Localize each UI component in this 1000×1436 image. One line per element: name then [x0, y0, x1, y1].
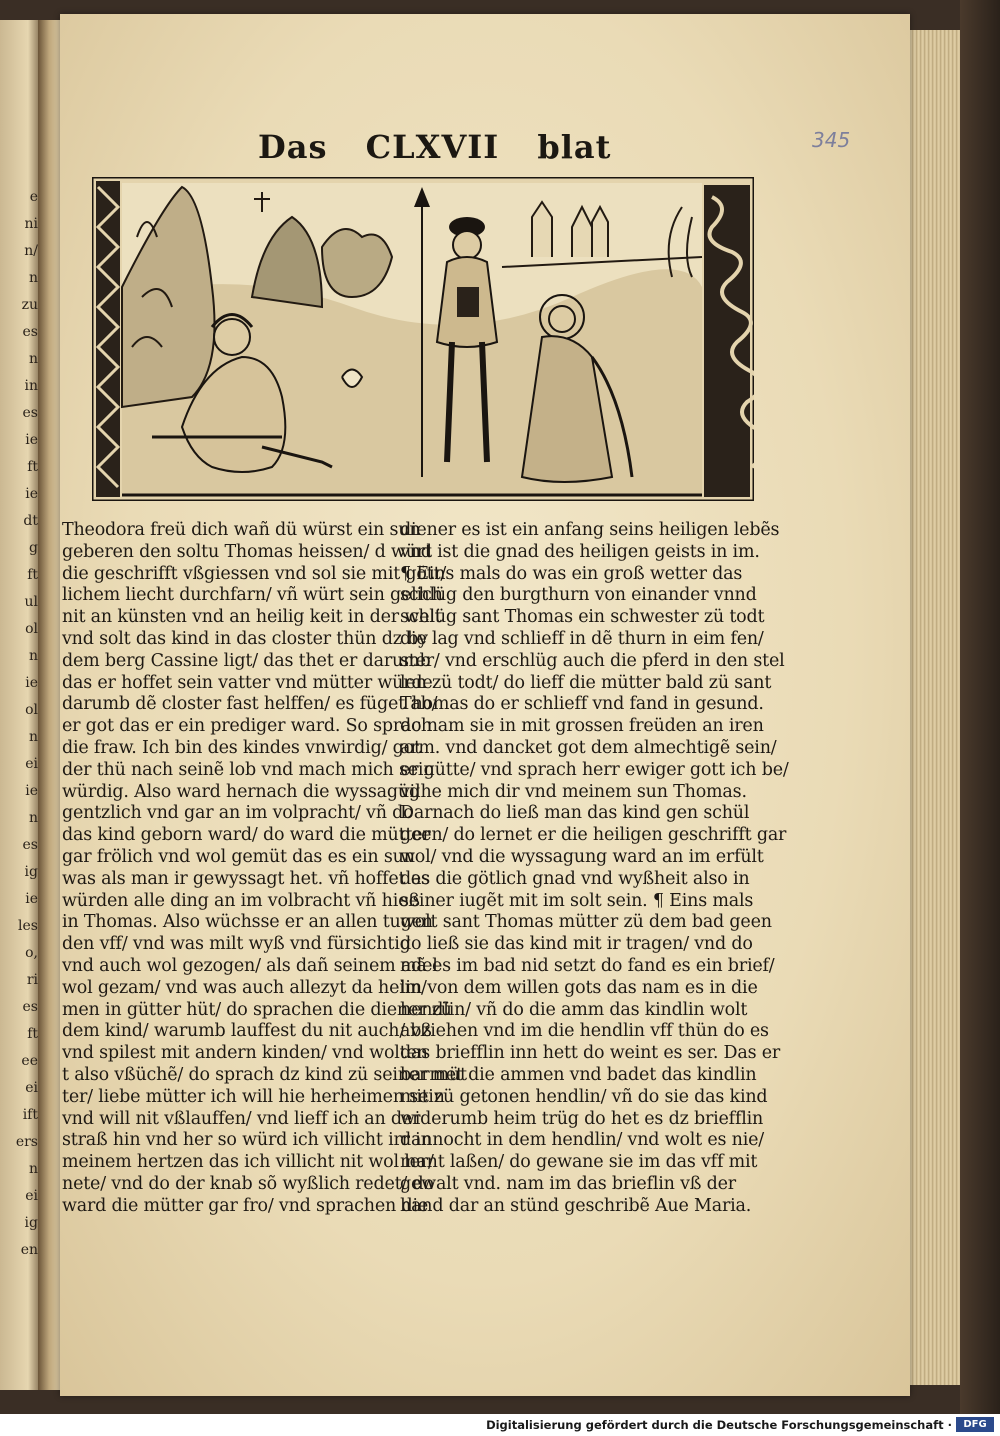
text-line: er gütte/ vnd sprach herr ewiger gott ich be/: [400, 759, 789, 780]
text-line: meinem hertzen das ich villicht nit wol ler/: [62, 1152, 434, 1173]
text-line: wolt sant Thomas mütter zü dem bad geen: [400, 912, 772, 933]
left-page-fragment: es: [22, 405, 38, 421]
left-page-fragment: dt: [23, 513, 38, 529]
text-line: nit an künsten vnd an heilig keit in der welt: [62, 607, 442, 628]
text-line: würdig. Also ward hernach die wyssagüg: [62, 781, 420, 802]
text-column-right: [400, 520, 789, 1218]
left-page-fragment: n: [28, 351, 38, 367]
left-page-fragment: n: [28, 729, 38, 745]
text-line: mã es im bad nid setzt do fand es ein brief/: [400, 955, 775, 976]
left-page-fragment: ft: [27, 459, 38, 475]
text-line: do nam sie in mit grossen freüden an iren: [400, 716, 764, 737]
text-line: straß hin vnd her so würd ich villicht irr in: [62, 1130, 432, 1151]
page-header: [258, 128, 637, 166]
left-page-fragment: ie: [25, 675, 38, 691]
text-line: das er hoffet sein vatter vnd mütter würde: [62, 672, 433, 693]
text-line: gewalt vnd. nam im das brieflin vß der: [400, 1173, 736, 1194]
left-page-fragment: ie: [25, 783, 38, 799]
text-line: nete/ vnd do der knab sõ wyßlich redet/ do: [62, 1173, 434, 1194]
text-line: geberen den soltu Thomas heissen/ d würt: [62, 541, 432, 562]
text-line: wol gezam/ vnd was auch allezyt da heim/: [62, 977, 427, 998]
text-line: die lag vnd schlieff in dẽ thurn in eim fen/: [400, 628, 764, 649]
text-line: er got das er ein prediger ward. So sprach: [62, 716, 432, 737]
border-left-ornament: [96, 181, 120, 497]
text-line: schlüg sant Thomas ein schwester zü todt: [400, 607, 765, 628]
left-page-fragment: ig: [24, 1215, 38, 1231]
digitization-footer: [0, 1414, 1000, 1436]
text-line: vnd will nit vßlauffen/ vnd lieff ich an der: [62, 1108, 421, 1129]
left-page-fragment: ie: [25, 891, 38, 907]
border-right-ornament: [704, 185, 754, 497]
woodcut-illustration: [92, 177, 754, 501]
header-word-blat: blat: [537, 128, 612, 166]
left-page-fragment: ie: [25, 432, 38, 448]
left-page-fragment: zu: [21, 297, 38, 313]
left-page-fragment: g: [29, 540, 38, 556]
left-page-fragment: ri: [26, 972, 38, 988]
text-line: das briefflin inn hett do weint es ser. Das er: [400, 1043, 781, 1064]
text-line: mit zü getonen hendlin/ vñ do sie das kind: [400, 1086, 768, 1107]
text-line: dem berg Cassine ligt/ das thet er darumb: [62, 650, 431, 671]
text-line: würden alle ding an im volbracht vñ hieß: [62, 890, 420, 911]
left-page-fragment: es: [22, 324, 38, 340]
left-page-fragment: ul: [24, 594, 38, 610]
text-line: schlüg den burgthurn von einander vnnd: [400, 585, 757, 606]
text-line: dannocht in dem hendlin/ vnd wolt es nie/: [400, 1130, 764, 1151]
text-line: vilhe mich dir vnd meinem sun Thomas.: [400, 781, 747, 802]
text-line: wol/ vnd die wyssagung ward an im erfült: [400, 846, 764, 867]
folio-number: 345: [812, 128, 851, 152]
left-page-fragment: ol: [25, 621, 38, 637]
left-page-fragment: ei: [25, 1080, 38, 1096]
left-page-fragment: n: [28, 1161, 38, 1177]
text-line: arm. vnd dancket got dem almechtigẽ sein/: [400, 737, 777, 758]
book-cover: [960, 0, 1000, 1414]
header-word-das: Das: [258, 128, 328, 166]
left-page-fragment: ift: [22, 1107, 38, 1123]
text-line: lichem liecht durchfarn/ vñ würt sein gelich: [62, 585, 443, 606]
left-page-fragment: ers: [15, 1134, 38, 1150]
text-line: den vff/ vnd was milt wyß vnd fürsichtig: [62, 934, 411, 955]
text-line: men in gütter hüt/ do sprachen die diener zü: [62, 999, 452, 1020]
text-line: geen/ do lernet er die heiligen geschrifft gar: [400, 825, 787, 846]
text-line: widerumb heim trüg do het es dz briefflin: [400, 1108, 764, 1129]
text-line: dem kind/ warumb lauffest du nit auch/ vß: [62, 1021, 432, 1042]
text-line: diener es ist ein anfang seins heiligen lebẽs: [400, 520, 780, 540]
left-page-fragment: ie: [25, 486, 38, 502]
left-page-fragment: o,: [25, 945, 38, 961]
text-line: das kind geborn ward/ do ward die mütter: [62, 825, 431, 846]
left-page-fragment: es: [22, 837, 38, 853]
left-page-fragment: en: [20, 1242, 38, 1258]
text-line: die fraw. Ich bin des kindes vnwirdig/ got: [62, 737, 421, 758]
text-line: ¶ Eins mals do was ein groß wetter das: [400, 563, 743, 584]
text-line: gentzlich vnd gar an im volpracht/ vñ do: [62, 803, 414, 824]
text-line: darumb dẽ closter fast helffen/ es füget ab/: [62, 694, 438, 715]
text-line: t also vßüchẽ/ do sprach dz kind zü seiner müt: [62, 1064, 467, 1085]
text-line: hand dar an stünd geschribẽ Aue Maria.: [400, 1195, 752, 1216]
text-line: ster/ vnd erschlüg auch die pferd in den stel: [400, 650, 785, 671]
text-line: der thü nach seinẽ lob vnd mach mich sein: [62, 759, 435, 780]
text-line: Thomas do er schlieff vnd fand in gesund.: [400, 694, 764, 715]
page-edges: [905, 30, 965, 1385]
text-line: hendlin/ vñ do die amm das kindlin wolt: [400, 999, 748, 1020]
text-line: vnd solt das kind in das closter thün dz by: [62, 628, 428, 649]
text-line: Theodora freü dich wañ dü würst ein sun: [62, 520, 421, 540]
left-page-fragment: ft: [27, 567, 38, 583]
text-line: barmet die ammen vnd badet das kindlin: [400, 1064, 757, 1085]
left-page-fragment: ig: [24, 864, 38, 880]
text-line: vnd auch wol gezogen/ als dañ seinem adel: [62, 955, 438, 976]
text-line: Darnach do ließ man das kind gen schül: [400, 803, 750, 824]
text-line: das die götlich gnad vnd wyßheit also in: [400, 868, 750, 889]
text-line: mant laßen/ do gewane sie im das vff mit: [400, 1152, 758, 1173]
text-line: ward die mütter gar fro/ vnd sprachen die: [62, 1195, 428, 1216]
left-page-fragment: n: [28, 270, 38, 286]
text-line: vnd ist die gnad des heiligen geists in im.: [400, 541, 760, 562]
text-line: ter/ liebe mütter ich will hie herheimen sein: [62, 1086, 445, 1107]
text-line: was als man ir gewyssagt het. vñ hoffet es: [62, 868, 430, 889]
text-line: do ließ sie das kind mit ir tragen/ vnd do: [400, 934, 753, 955]
left-page-fragment: n: [28, 810, 38, 826]
left-page-fragment: ol: [25, 702, 38, 718]
left-page-fragment: n/: [24, 243, 38, 259]
left-page-fragment: ni: [24, 216, 38, 232]
left-page-fragment: e: [29, 189, 38, 205]
left-page-fragment: in: [24, 378, 38, 394]
dfg-logo[interactable]: DFG: [956, 1417, 994, 1432]
text-line: die geschrifft vßgiessen vnd sol sie mit gött/: [62, 563, 447, 584]
text-line: abziehen vnd im die hendlin vff thün do es: [400, 1021, 769, 1042]
footer-credit[interactable]: Digitalisierung gefördert durch die Deutsche Forschungsgemeinschaft ·: [486, 1418, 952, 1432]
text-line: vnd spilest mit andern kinden/ vnd wolten: [62, 1043, 428, 1064]
left-page-edge: [0, 20, 40, 1390]
text-line: len zü todt/ do lieff die mütter bald zü sant: [400, 672, 772, 693]
left-page-fragment: es: [22, 999, 38, 1015]
left-page-fragment: ei: [25, 1188, 38, 1204]
left-page-fragment: ee: [21, 1053, 38, 1069]
text-line: lin von dem willen gots das nam es in die: [400, 977, 758, 998]
left-page-fragment: les: [18, 918, 38, 934]
text-line: seiner iugẽt mit im solt sein. ¶ Eins mals: [400, 890, 754, 911]
text-line: in Thomas. Also wüchsse er an allen tugen: [62, 912, 433, 933]
left-page-fragment: ft: [27, 1026, 38, 1042]
text-line: gar frölich vnd wol gemüt das es ein sun: [62, 846, 415, 867]
header-numeral: CLXVII: [365, 128, 500, 166]
left-page-fragment: n: [28, 648, 38, 664]
left-page-fragment: ei: [25, 756, 38, 772]
